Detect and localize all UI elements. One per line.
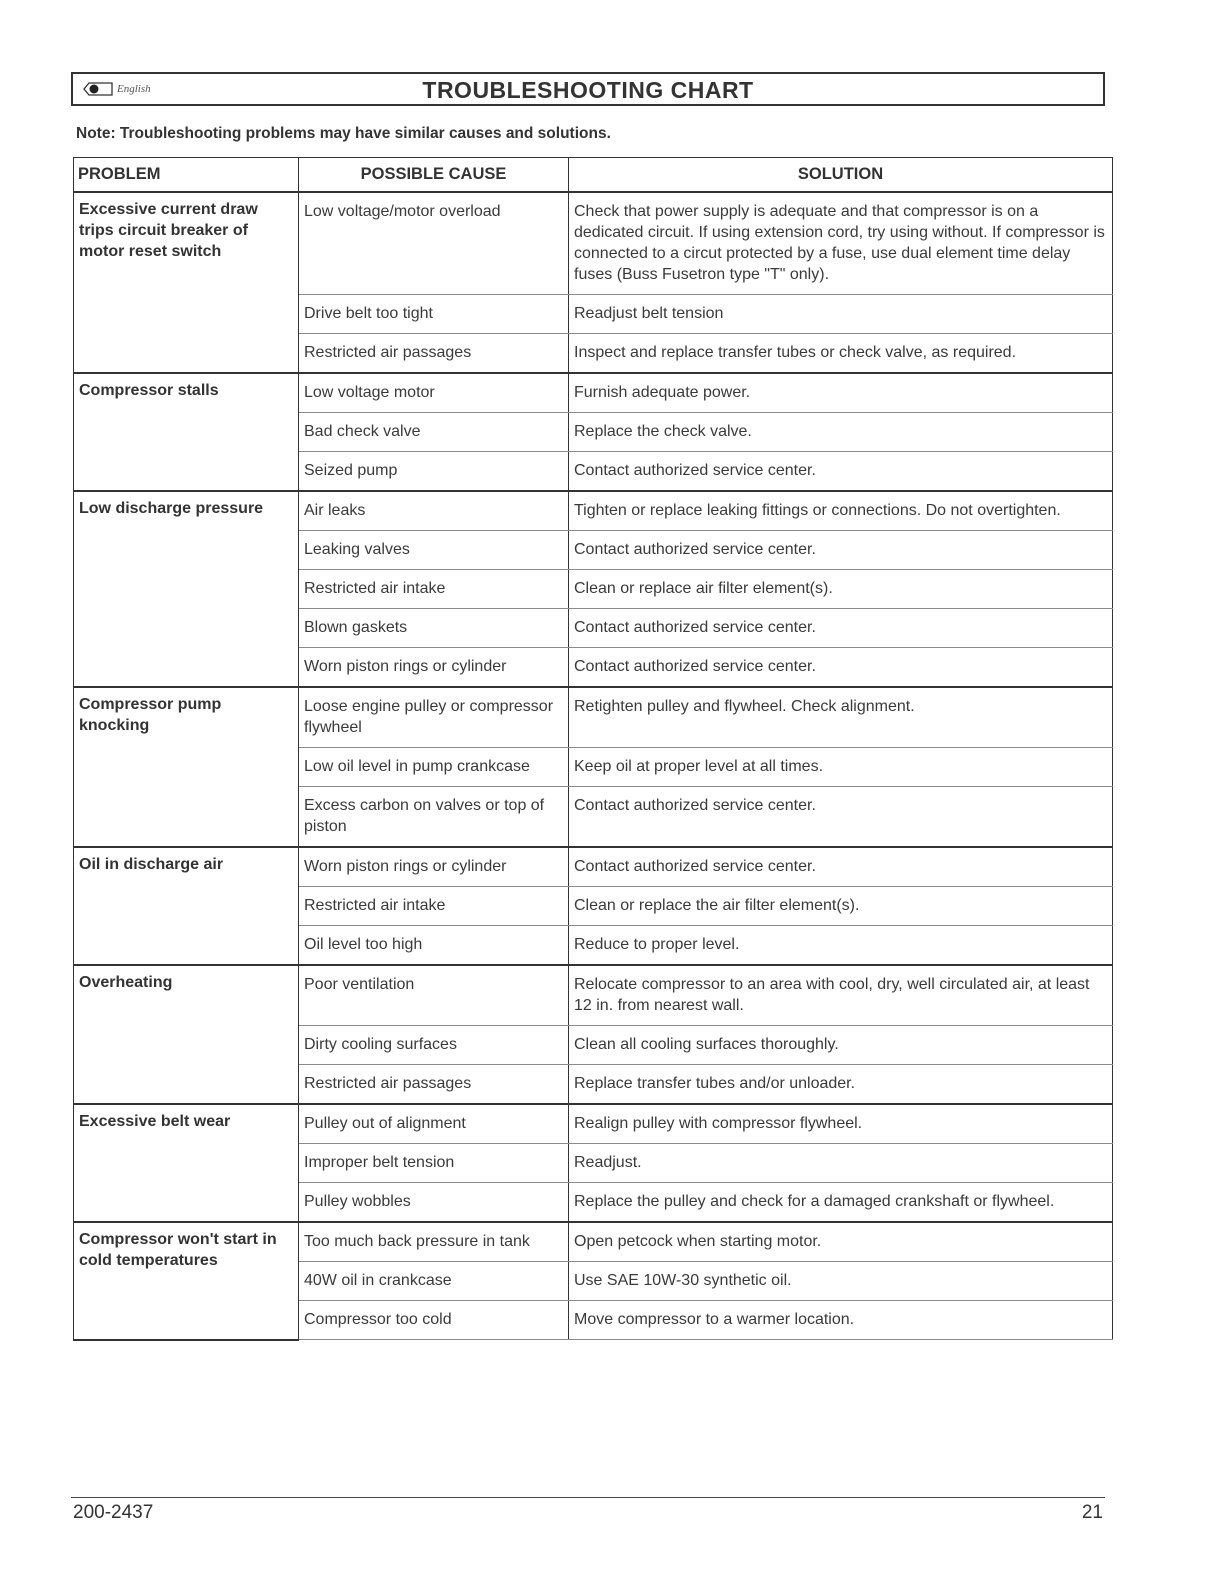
solution-cell: Open petcock when starting motor. bbox=[569, 1222, 1113, 1262]
solution-cell: Furnish adequate power. bbox=[569, 373, 1113, 413]
page-title: TROUBLESHOOTING CHART bbox=[422, 77, 754, 103]
cause-cell: Oil level too high bbox=[299, 926, 569, 966]
table-row bbox=[74, 192, 1113, 295]
solution-cell: Contact authorized service center. bbox=[569, 787, 1113, 848]
column-header-possible-cause: POSSIBLE CAUSE bbox=[299, 158, 569, 193]
chart-header bbox=[71, 72, 1105, 106]
cause-cell: Bad check valve bbox=[299, 413, 569, 452]
cause-cell: Worn piston rings or cylinder bbox=[299, 648, 569, 688]
cause-cell: Improper belt tension bbox=[299, 1144, 569, 1183]
cause-cell: Low voltage/motor overload bbox=[299, 192, 569, 295]
solution-cell: Contact authorized service center. bbox=[569, 648, 1113, 688]
cause-cell: Excess carbon on valves or top of piston bbox=[299, 787, 569, 848]
solution-cell: Contact authorized service center. bbox=[569, 609, 1113, 648]
solution-cell: Clean or replace air filter element(s). bbox=[569, 570, 1113, 609]
problem-cell: Oil in discharge air bbox=[74, 847, 299, 965]
table-row bbox=[74, 1222, 1113, 1262]
solution-cell: Check that power supply is adequate and that compressor is on a dedicated circuit. If using extension cord, try using without. If compressor is connected to a circut protected by a fuse, use dual element time delay fuses (Buss Fusetron type "T" only). bbox=[569, 192, 1113, 295]
solution-cell: Readjust belt tension bbox=[569, 295, 1113, 334]
cause-cell: Seized pump bbox=[299, 452, 569, 492]
table-body bbox=[74, 192, 1113, 1340]
cause-cell: Dirty cooling surfaces bbox=[299, 1026, 569, 1065]
table-row bbox=[74, 847, 1113, 887]
problem-cell: Overheating bbox=[74, 965, 299, 1104]
cause-cell: Air leaks bbox=[299, 491, 569, 531]
solution-cell: Contact authorized service center. bbox=[569, 531, 1113, 570]
cause-cell: Blown gaskets bbox=[299, 609, 569, 648]
table-row bbox=[74, 373, 1113, 413]
cause-cell: Poor ventilation bbox=[299, 965, 569, 1026]
solution-cell: Contact authorized service center. bbox=[569, 847, 1113, 887]
cause-cell: Restricted air passages bbox=[299, 1065, 569, 1105]
solution-cell: Replace the pulley and check for a damaged crankshaft or flywheel. bbox=[569, 1183, 1113, 1223]
cause-cell: Leaking valves bbox=[299, 531, 569, 570]
cause-cell: Pulley out of alignment bbox=[299, 1104, 569, 1144]
page-number: 21 bbox=[1081, 1502, 1103, 1523]
table-row bbox=[74, 1104, 1113, 1144]
cause-cell: Restricted air passages bbox=[299, 334, 569, 374]
troubleshooting-table bbox=[73, 157, 1113, 1341]
problem-cell: Excessive belt wear bbox=[74, 1104, 299, 1222]
solution-cell: Keep oil at proper level at all times. bbox=[569, 748, 1113, 787]
solution-cell: Retighten pulley and flywheel. Check alignment. bbox=[569, 687, 1113, 748]
cause-cell: Pulley wobbles bbox=[299, 1183, 569, 1223]
language-label: English bbox=[117, 83, 151, 95]
footer-rule bbox=[71, 1497, 1105, 1498]
solution-cell: Replace transfer tubes and/or unloader. bbox=[569, 1065, 1113, 1105]
solution-cell: Contact authorized service center. bbox=[569, 452, 1113, 492]
solution-cell: Use SAE 10W-30 synthetic oil. bbox=[569, 1262, 1113, 1301]
solution-cell: Reduce to proper level. bbox=[569, 926, 1113, 966]
solution-cell: Clean or replace the air filter element(s). bbox=[569, 887, 1113, 926]
cause-cell: Too much back pressure in tank bbox=[299, 1222, 569, 1262]
solution-cell: Replace the check valve. bbox=[569, 413, 1113, 452]
solution-cell: Clean all cooling surfaces thoroughly. bbox=[569, 1026, 1113, 1065]
table-row bbox=[74, 491, 1113, 531]
solution-cell: Realign pulley with compressor flywheel. bbox=[569, 1104, 1113, 1144]
problem-cell: Low discharge pressure bbox=[74, 491, 299, 687]
table-row bbox=[74, 687, 1113, 748]
column-header-problem: PROBLEM bbox=[74, 158, 299, 193]
cause-cell: Loose engine pulley or compressor flywheel bbox=[299, 687, 569, 748]
cause-cell: Restricted air intake bbox=[299, 570, 569, 609]
table-header-row bbox=[74, 158, 1113, 193]
cause-cell: Restricted air intake bbox=[299, 887, 569, 926]
cause-cell: Low voltage motor bbox=[299, 373, 569, 413]
cause-cell: Drive belt too tight bbox=[299, 295, 569, 334]
problem-cell: Compressor stalls bbox=[74, 373, 299, 491]
table-row bbox=[74, 965, 1113, 1026]
cause-cell: Low oil level in pump crankcase bbox=[299, 748, 569, 787]
cause-cell: 40W oil in crankcase bbox=[299, 1262, 569, 1301]
problem-cell: Compressor won't start in cold temperatures bbox=[74, 1222, 299, 1340]
problem-cell: Excessive current draw trips circuit breaker of motor reset switch bbox=[74, 192, 299, 373]
cause-cell: Worn piston rings or cylinder bbox=[299, 847, 569, 887]
problem-cell: Compressor pump knocking bbox=[74, 687, 299, 847]
column-header-solution: SOLUTION bbox=[569, 158, 1113, 193]
solution-cell: Inspect and replace transfer tubes or check valve, as required. bbox=[569, 334, 1113, 374]
cause-cell: Compressor too cold bbox=[299, 1301, 569, 1340]
solution-cell: Relocate compressor to an area with cool, dry, well circulated air, at least 12 in. from nearest wall. bbox=[569, 965, 1113, 1026]
document-number: 200-2437 bbox=[73, 1502, 154, 1523]
solution-cell: Tighten or replace leaking fittings or connections. Do not overtighten. bbox=[569, 491, 1113, 531]
solution-cell: Move compressor to a warmer location. bbox=[569, 1301, 1113, 1340]
solution-cell: Readjust. bbox=[569, 1144, 1113, 1183]
troubleshooting-note: Note: Troubleshooting problems may have similar causes and solutions. bbox=[76, 125, 611, 142]
